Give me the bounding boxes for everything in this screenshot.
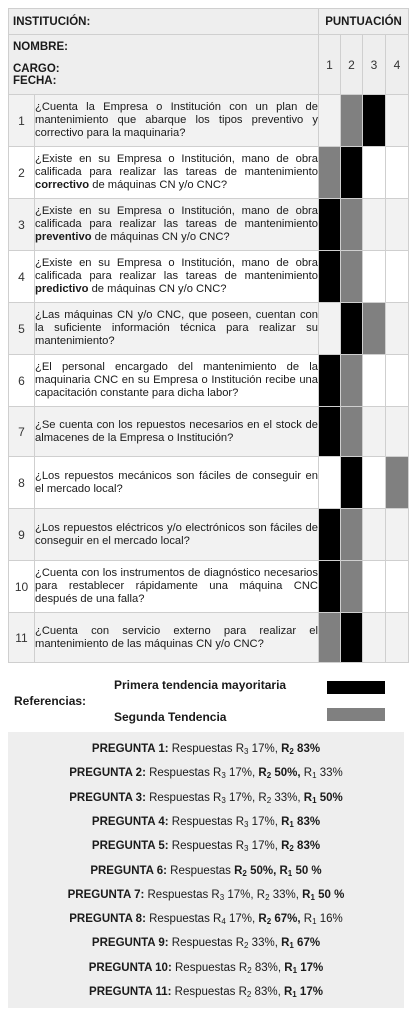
score-cell-3 (363, 303, 386, 355)
references (8, 672, 408, 730)
question-number: 9 (9, 509, 35, 561)
score-cell-1 (319, 407, 341, 457)
question-number: 5 (9, 303, 35, 355)
score-cell-1 (319, 251, 341, 303)
summary-line: PREGUNTA 6: Respuestas $R_2$ 50%, $R_1$ 50 % (90, 864, 322, 878)
score-cell-1 (319, 561, 341, 613)
question-row (9, 561, 409, 613)
score-cell-4 (386, 303, 409, 355)
survey-sheet (8, 8, 408, 663)
first-trend-label: Primera tendencia mayoritaria (114, 678, 287, 692)
question-text: ¿Existe en su Empresa o Institución, mano de obra calificada para realizar las tareas de mantenimiento predictivo de máquinas CN y/o CNC? (35, 251, 319, 303)
score-cell-1 (319, 147, 341, 199)
score-cell-4 (386, 95, 409, 147)
score-cell-2 (341, 407, 363, 457)
personal-data-block (9, 35, 319, 95)
first-trend-swatch (327, 681, 385, 694)
question-row (9, 199, 409, 251)
question-text: ¿Las máquinas CN y/o CNC, que poseen, cuentan con la suficiente información técnica para realizar su mantenimiento? (35, 303, 319, 355)
institucion-label: INSTITUCIÓN: (9, 9, 319, 35)
score-cell-3 (363, 95, 386, 147)
score-cell-4 (386, 613, 409, 663)
question-number: 8 (9, 457, 35, 509)
question-row (9, 613, 409, 663)
score-cell-3 (363, 613, 386, 663)
score-cell-2 (341, 251, 363, 303)
score-cell-2 (341, 355, 363, 407)
summary-line: PREGUNTA 3: Respuestas $R_3$ 17%, $R_2$ 33%, $R_1$ 50% (69, 791, 343, 805)
score-cell-4 (386, 509, 409, 561)
question-text: ¿El personal encargado del mantenimiento de la maquinaria CNC en su Empresa o Institución recibe una capacitación constante para dicha labor? (35, 355, 319, 407)
score-cell-2 (341, 457, 363, 509)
score-cell-4 (386, 457, 409, 509)
score-cell-1 (319, 95, 341, 147)
score-cell-4 (386, 407, 409, 457)
score-cell-4 (386, 561, 409, 613)
score-cell-4 (386, 251, 409, 303)
score-cell-1 (319, 457, 341, 509)
score-cell-2 (341, 561, 363, 613)
question-text: ¿Existe en su Empresa o Institución, mano de obra calificada para realizar las tareas de mantenimiento correctivo de máquinas CN y/o CNC? (35, 147, 319, 199)
question-number: 2 (9, 147, 35, 199)
cargo-label: CARGO: (13, 63, 60, 75)
summary-line: PREGUNTA 8: Respuestas $R_4$ 17%, $R_2$ 67%, $R_1$ 16% (69, 913, 343, 927)
score-header-3: 3 (363, 35, 386, 95)
score-cell-3 (363, 251, 386, 303)
question-number: 7 (9, 407, 35, 457)
question-text: ¿Los repuestos eléctricos y/o electrónicos son fáciles de conseguir en el mercado local? (35, 509, 319, 561)
question-row (9, 407, 409, 457)
score-cell-1 (319, 509, 341, 561)
question-number: 11 (9, 613, 35, 663)
question-text: ¿Cuenta con servicio externo para realizar el mantenimiento de las máquinas CN y/o CNC? (35, 613, 319, 663)
score-cell-1 (319, 613, 341, 663)
score-cell-3 (363, 457, 386, 509)
score-cell-2 (341, 147, 363, 199)
question-text: ¿Existe en su Empresa o Institución, mano de obra calificada para realizar las tareas de mantenimiento preventivo de máquinas CN y/o CNC? (35, 199, 319, 251)
score-header-4: 4 (386, 35, 409, 95)
nombre-label: NOMBRE: (13, 41, 68, 53)
summary-line: PREGUNTA 5: Respuestas $R_3$ 17%, $R_2$ 83% (91, 840, 321, 854)
question-number: 4 (9, 251, 35, 303)
summary-line: PREGUNTA 4: Respuestas $R_3$ 17%, $R_1$ 83% (91, 815, 321, 829)
question-text: ¿Cuenta la Empresa o Institución con un plan de mantenimiento que abarque los tipos preventivo y correctivo para la maquinaria? (35, 95, 319, 147)
score-cell-2 (341, 509, 363, 561)
question-row (9, 457, 409, 509)
score-cell-4 (386, 199, 409, 251)
score-cell-3 (363, 199, 386, 251)
score-cell-2 (341, 95, 363, 147)
results-summary (8, 732, 404, 1008)
question-row (9, 147, 409, 199)
references-label: Referencias: (14, 694, 87, 708)
question-row (9, 251, 409, 303)
score-cell-1 (319, 303, 341, 355)
puntuacion-label: PUNTUACIÓN (319, 9, 409, 35)
question-number: 1 (9, 95, 35, 147)
score-header-1: 1 (319, 35, 341, 95)
summary-line: PREGUNTA 1: Respuestas $R_3$ 17%, $R_2$ 83% (91, 743, 321, 756)
summary-line: PREGUNTA 9: Respuestas $R_2$ 33%, $R_1$ 67% (91, 937, 321, 951)
summary-line: PREGUNTA 2: Respuestas $R_3$ 17%, $R_2$ 50%, $R_1$ 33% (69, 767, 343, 781)
question-number: 6 (9, 355, 35, 407)
score-cell-1 (319, 199, 341, 251)
question-row (9, 509, 409, 561)
second-trend-label: Segunda Tendencia (114, 710, 227, 724)
question-row (9, 95, 409, 147)
question-number: 3 (9, 199, 35, 251)
summary-line: PREGUNTA 7: Respuestas $R_3$ 17%, $R_2$ 33%, $R_1$ 50 % (67, 888, 345, 902)
summary-line: PREGUNTA 10: Respuestas $R_2$ 83%, $R_1$ 17% (88, 961, 324, 975)
score-cell-1 (319, 355, 341, 407)
score-cell-3 (363, 147, 386, 199)
question-text: ¿Los repuestos mecánicos son fáciles de conseguir en el mercado local? (35, 457, 319, 509)
score-cell-4 (386, 147, 409, 199)
summary-line: PREGUNTA 11: Respuestas $R_2$ 83%, $R_1$ 17% (89, 986, 323, 999)
second-trend-swatch (327, 708, 385, 721)
score-cell-3 (363, 355, 386, 407)
question-row (9, 303, 409, 355)
question-text: ¿Cuenta con los instrumentos de diagnóstico necesarios para restablecer rápidamente una máquina CNC después de una falla? (35, 561, 319, 613)
question-text: ¿Se cuenta con los repuestos necesarios en el stock de almacenes de la Empresa o Institución? (35, 407, 319, 457)
score-cell-2 (341, 199, 363, 251)
score-cell-3 (363, 407, 386, 457)
question-number: 10 (9, 561, 35, 613)
score-cell-3 (363, 509, 386, 561)
score-cell-2 (341, 613, 363, 663)
fecha-label: FECHA: (13, 75, 57, 87)
score-cell-2 (341, 303, 363, 355)
score-header-2: 2 (341, 35, 363, 95)
score-cell-4 (386, 355, 409, 407)
question-row (9, 355, 409, 407)
score-cell-3 (363, 561, 386, 613)
survey-table (8, 8, 409, 663)
